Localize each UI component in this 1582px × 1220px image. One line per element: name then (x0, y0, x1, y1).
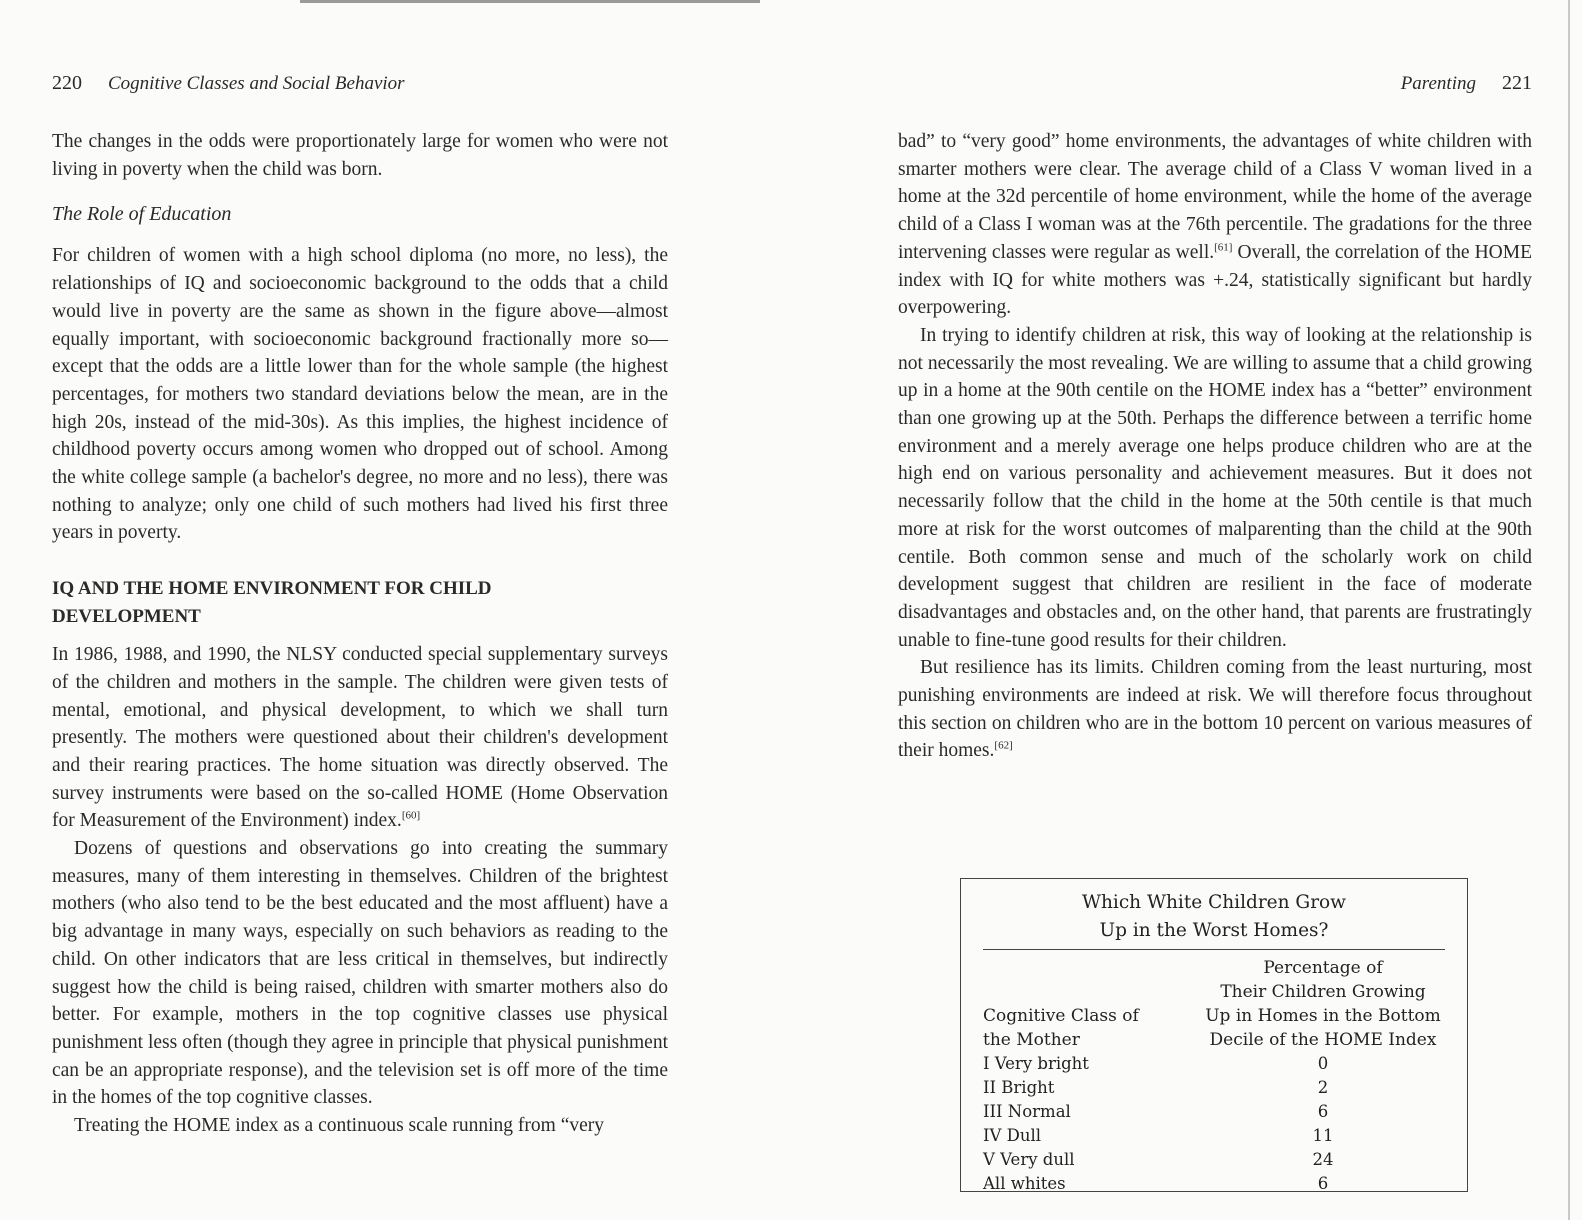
column-header-line: the Mother (983, 1030, 1080, 1050)
row-value: 6 (1317, 1102, 1329, 1121)
paragraph-nlsy (52, 641, 668, 835)
table-body (983, 1052, 1445, 1196)
column-header-line: Cognitive Class of (983, 1006, 1139, 1026)
table-divider (983, 949, 1445, 950)
table-row (983, 1052, 1445, 1076)
table-row (983, 1076, 1445, 1100)
column-header-percentage (1201, 956, 1445, 1052)
paragraph-treating-start: Treating the HOME index as a continuous scale running from “very (74, 1115, 604, 1137)
paragraph-education: For children of women with a high school diploma (no more, no less), the relationships of IQ and socioeconomic background to the odds that a child would live in poverty are the same as shown in the figure above—almost equally important, with socioeconomic background fractionally more so—except that the odds are a little lower than for the whole sample (the highest percentages, for mothers two standard deviations below the mean, are in the high 20s, instead of the mid-30s). As this implies, the highest incidence of childhood poverty occurs among women who dropped out of school. Among the white college sample (a bachelor's degree, no more and no less), there was nothing to analyze; only one child of such mothers had lived his first three years in poverty. (52, 245, 668, 544)
table-header (983, 956, 1445, 1052)
scan-edge-line (300, 0, 760, 3)
column-header-line: Up in Homes in the Bottom (1205, 1006, 1441, 1026)
table-row (983, 1148, 1445, 1172)
table-row (983, 1172, 1445, 1196)
book-spine-edge (1568, 0, 1570, 1220)
paragraph-resilience (898, 654, 1532, 765)
endnote-marker: [60] (401, 809, 421, 822)
row-label: III Normal (983, 1102, 1071, 1121)
row-label: IV Dull (983, 1126, 1042, 1145)
left-page-body (52, 128, 668, 1140)
endnote-marker: [61] (1214, 241, 1233, 254)
paragraph-intro: The changes in the odds were proportionately large for women who were not living in poverty when the child was born. (52, 131, 668, 180)
row-value: 0 (1317, 1054, 1329, 1073)
paragraph-dozens: Dozens of questions and observations go into creating the summary measures, many of them interesting in themselves. Children of the brightest mothers (who also tend to be the best educated and the most affluent) have a big advantage in many ways, especially on such behaviors as reading to the child. On other indicators that are less critical in themselves, but indirectly suggest how the child is being raised, children with smarter mothers also do better. For example, mothers in the top cognitive classes use physical punishment less often (though they agree in principle that physical punishment can be an appropriate response), and the television set is off more of the time in the homes of the top cognitive classes. (52, 838, 668, 1109)
table-title-line: Which White Children Grow (1081, 892, 1347, 913)
row-label: II Bright (983, 1078, 1055, 1097)
row-value: 11 (1312, 1126, 1334, 1145)
table-row (983, 1124, 1445, 1148)
paragraph-continued (898, 128, 1532, 322)
paragraph-continued-text-b: Overall, the correlation of the HOME index with IQ for white mothers was +.24, statistically significant but hardly overpowering. (898, 241, 1533, 319)
section-heading: IQ AND THE HOME ENVIRONMENT FOR CHILD DEVELOPMENT (52, 578, 492, 628)
table-title (961, 889, 1467, 945)
table-row (983, 1100, 1445, 1124)
running-title: Cognitive Classes and Social Behavior (108, 73, 405, 94)
paragraph-nlsy-text: In 1986, 1988, and 1990, the NLSY conducted special supplementary surveys of the children and mothers in the sample. The children were given tests of mental, emotional, and physical development, to which we shall turn presently. The mothers were questioned about their children's development and their rearing practices. The home situation was directly observed. The survey instruments were based on the so-called HOME (Home Observation for Measurement of the Environment) index. (52, 644, 668, 832)
running-title: Parenting (1400, 73, 1476, 94)
row-label: V Very dull (983, 1150, 1075, 1169)
right-page-body (898, 128, 1532, 765)
endnote-marker: [62] (994, 739, 1013, 752)
page-number: 220 (52, 72, 82, 94)
paragraph-continued-text-a: bad” to “very good” home environments, the advantages of white children with smarter mothers were clear. The average child of a Class V woman lived in a home at the 32d percentile of home environment, while the home of the average child of a Class I woman was at the 76th percentile. The gradations for the three intervening classes were regular as well. (898, 131, 1532, 263)
paragraph-trying: In trying to identify children at risk, this way of looking at the relationship is not necessarily the most revealing. We are willing to assume that a child growing up in a home at the 90th centile on the HOME index has a “better” environment than one growing up at the 50th. Perhaps the difference between a terrific home environment and a merely average one helps produce children who are at the high end on various personality and achievement measures. But it does not necessarily follow that the child in the home at the 50th centile is that much more at risk for the worst outcomes of malparenting than the child at the 90th centile. Both common sense and much of the scholarly work on child development suggest that children are resilient in the face of moderate disadvantages and obstacles and, on the other hand, that parents are frustratingly unable to fine-tune good results for their children. (898, 324, 1532, 651)
left-running-head (52, 72, 405, 95)
column-header-line: Their Children Growing (1220, 982, 1426, 1002)
row-label: All whites (983, 1174, 1066, 1193)
page-number: 221 (1502, 72, 1532, 94)
subsection-heading: The Role of Education (52, 203, 232, 226)
column-header-class (983, 956, 1201, 1052)
data-table-box (960, 878, 1468, 1192)
paragraph-resilience-text: But resilience has its limits. Children coming from the least nurturing, most punishing environments are indeed at risk. We will therefore focus throughout this section on children who are in the bottom 10 percent on various measures of their homes. (898, 657, 1532, 762)
row-value: 2 (1317, 1078, 1329, 1097)
row-value: 24 (1312, 1150, 1334, 1169)
column-header-line: Percentage of (1263, 958, 1383, 978)
row-value: 6 (1317, 1174, 1329, 1193)
row-label: I Very bright (983, 1054, 1089, 1073)
column-header-line: Decile of the HOME Index (1209, 1030, 1437, 1050)
right-running-head (1401, 72, 1532, 95)
table-title-line: Up in the Worst Homes? (1099, 920, 1329, 941)
